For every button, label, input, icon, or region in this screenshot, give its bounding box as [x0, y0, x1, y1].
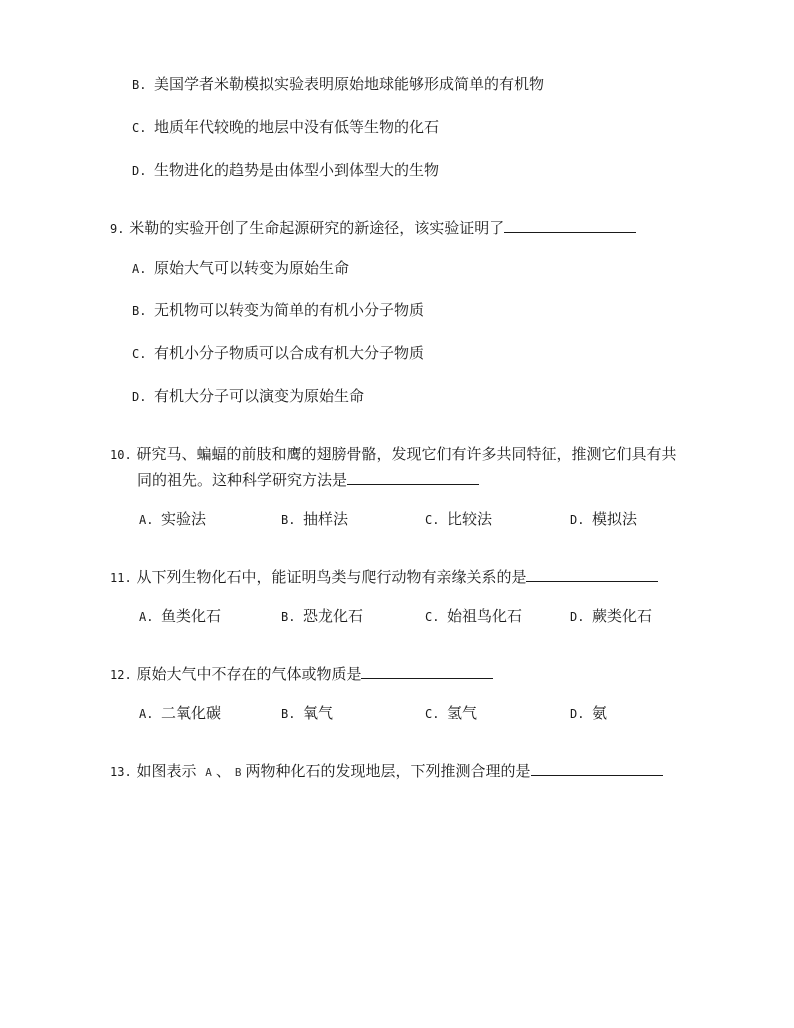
q13-stem	[110, 761, 663, 783]
q9-option-d	[132, 386, 364, 407]
option-letter: B.	[281, 610, 296, 624]
option-text: 有机小分子物质可以合成有机大分子物质	[154, 344, 425, 362]
option-text: 模拟法	[592, 510, 638, 528]
option-text: 鱼类化石	[161, 607, 222, 625]
question-number: 12.	[110, 668, 132, 682]
q9-option-c	[132, 343, 424, 364]
q10-option-c	[425, 509, 492, 530]
q10-option-a	[139, 509, 206, 530]
q11-option-a	[139, 606, 221, 627]
species-label-b: B	[234, 766, 242, 779]
answer-blank[interactable]	[526, 567, 658, 582]
question-text: 同的祖先。这种科学研究方法是	[137, 471, 348, 489]
option-letter: A.	[139, 513, 154, 527]
separator: 、	[215, 762, 231, 780]
question-number: 10.	[110, 448, 132, 462]
option-text: 氢气	[447, 704, 478, 722]
option-letter: B.	[132, 78, 147, 92]
q9-option-a	[132, 258, 349, 279]
option-text: 有机大分子可以演变为原始生命	[154, 387, 365, 405]
option-text: 蕨类化石	[592, 607, 653, 625]
question-text: 米勒的实验开创了生命起源研究的新途径，该实验证明了	[129, 219, 505, 237]
option-letter: C.	[132, 121, 147, 135]
q11-stem	[110, 567, 658, 588]
option-text: 无机物可以转变为简单的有机小分子物质	[154, 301, 425, 319]
answer-blank[interactable]	[347, 470, 479, 485]
option-letter: A.	[139, 707, 154, 721]
answer-blank[interactable]	[504, 218, 636, 233]
q8-option-d	[132, 160, 439, 181]
option-text: 始祖鸟化石	[447, 607, 523, 625]
question-number: 9.	[110, 222, 125, 236]
option-letter: A.	[139, 610, 154, 624]
q10-stem-line2	[137, 470, 479, 490]
option-letter: B.	[132, 304, 147, 318]
q10-stem-line1	[110, 444, 676, 465]
question-text: 两物种化石的发现地层，下列推测合理的是	[245, 762, 531, 780]
question-text: 从下列生物化石中，能证明鸟类与爬行动物有亲缘关系的是	[136, 568, 527, 586]
option-text: 实验法	[161, 510, 207, 528]
option-text: 二氧化碳	[161, 704, 222, 722]
option-text: 生物进化的趋势是由体型小到体型大的生物	[154, 161, 440, 179]
option-letter: D.	[132, 164, 147, 178]
option-text: 比较法	[447, 510, 493, 528]
q11-option-d	[570, 606, 652, 627]
option-letter: B.	[281, 707, 296, 721]
q12-option-d	[570, 703, 607, 724]
answer-blank[interactable]	[531, 761, 663, 776]
q10-option-b	[281, 509, 348, 530]
option-text: 地质年代较晚的地层中没有低等生物的化石	[154, 118, 440, 136]
option-letter: D.	[570, 610, 585, 624]
option-text: 原始大气可以转变为原始生命	[154, 259, 350, 277]
q9-option-b	[132, 300, 424, 321]
question-number: 11.	[110, 571, 132, 585]
q12-stem	[110, 664, 493, 685]
option-letter: D.	[570, 513, 585, 527]
q11-option-b	[281, 606, 363, 627]
answer-blank[interactable]	[361, 664, 493, 679]
option-letter: C.	[425, 707, 440, 721]
option-text: 抽样法	[303, 510, 349, 528]
option-text: 恐龙化石	[303, 607, 364, 625]
q12-option-a	[139, 703, 221, 724]
q12-option-c	[425, 703, 477, 724]
option-letter: C.	[425, 610, 440, 624]
q8-option-b	[132, 74, 544, 95]
species-label-a: A	[205, 766, 212, 779]
option-text: 氧气	[303, 704, 334, 722]
option-letter: C.	[132, 347, 147, 361]
option-letter: D.	[132, 390, 147, 404]
option-text: 氨	[592, 704, 608, 722]
question-text: 研究马、蝙蝠的前肢和鹰的翅膀骨骼，发现它们有许多共同特征，推测它们具有共	[136, 445, 677, 463]
q8-option-c	[132, 117, 439, 138]
option-letter: A.	[132, 262, 147, 276]
option-letter: B.	[281, 513, 296, 527]
option-letter: C.	[425, 513, 440, 527]
question-text: 如图表示	[136, 762, 197, 780]
q12-option-b	[281, 703, 333, 724]
option-letter: D.	[570, 707, 585, 721]
option-text: 美国学者米勒模拟实验表明原始地球能够形成简单的有机物	[154, 75, 545, 93]
q10-option-d	[570, 509, 637, 530]
q11-option-c	[425, 606, 522, 627]
question-number: 13.	[110, 765, 132, 779]
question-text: 原始大气中不存在的气体或物质是	[136, 665, 362, 683]
q9-stem	[110, 218, 636, 239]
